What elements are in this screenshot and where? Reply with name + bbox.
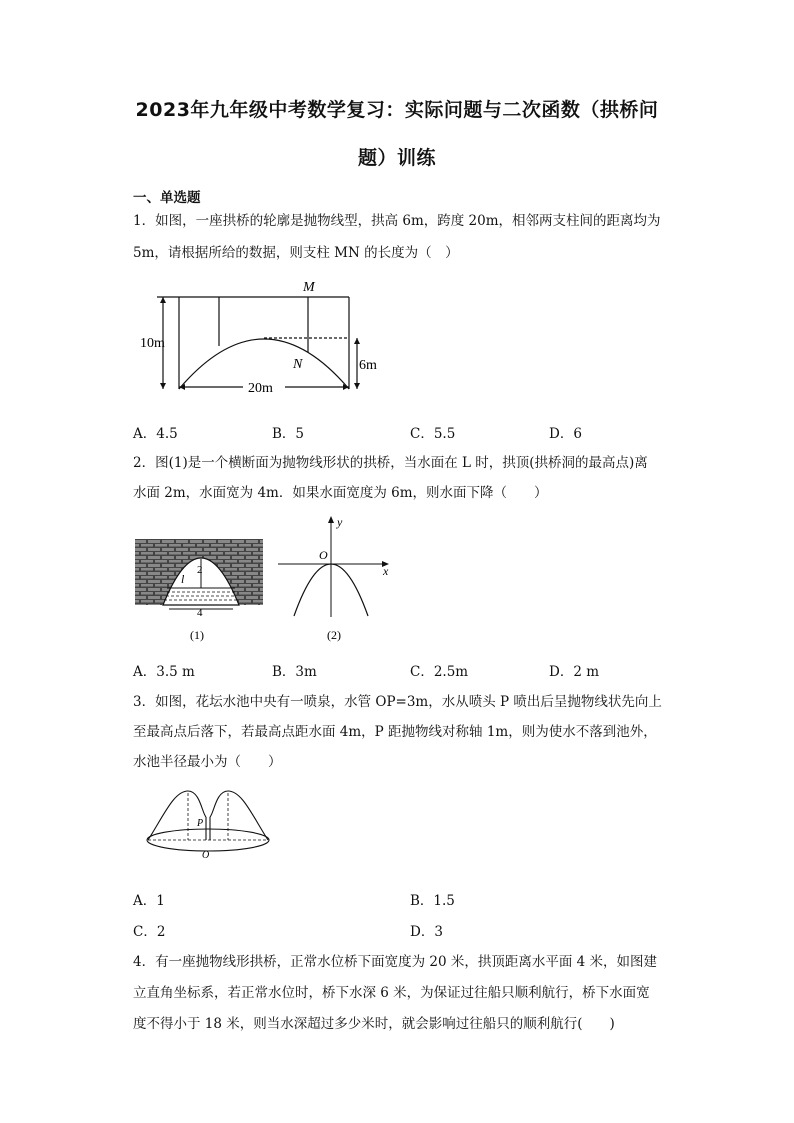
q2-bridge-figure-1 [133, 515, 273, 645]
q3-option-a: A．1 [133, 893, 165, 909]
q1-option-c: C．5.5 [410, 426, 456, 442]
q2-option-a: A．3.5 m [133, 664, 195, 680]
q2-label-l: l [181, 572, 185, 586]
q2-label-4: 4 [197, 607, 203, 619]
section-heading: 一、单选题 [133, 190, 201, 206]
q3-fountain-figure [144, 785, 274, 863]
q3-line-1: 3．如图，花坛水池中央有一喷泉，水管 OP=3m，水从喷头 P 喷出后呈抛物线状先向上 [133, 694, 662, 710]
page-title-line-1: 2023年九年级中考数学复习：实际问题与二次函数（拱桥问 [135, 99, 659, 121]
q1-option-a: A．4.5 [133, 426, 178, 442]
q2-caption-2: (2) [327, 628, 341, 642]
q3-option-b: B．1.5 [410, 893, 455, 909]
q1-label-m: M [303, 280, 315, 295]
q1-option-b: B．5 [272, 426, 305, 442]
q2-axis-y: y [337, 515, 343, 529]
q3-line-2: 至最高点后落下，若最高点距水面 4m，P 距抛物线对称轴 1m，则为使水不落到池外， [133, 724, 657, 740]
q2-option-c: C．2.5m [410, 664, 469, 680]
q2-parabola-figure-2 [276, 512, 396, 645]
q1-arch-figure [135, 276, 395, 402]
q1-label-6m: 6m [359, 358, 377, 373]
q4-line-3: 度不得小于 18 米，则当水深超过多少米时，就会影响过往船只的顺利航行( ) [133, 1016, 615, 1032]
q4-line-1: 4．有一座抛物线形拱桥，正常水位桥下面宽度为 20 米，拱顶距离水平面 4 米，如图建 [133, 954, 658, 970]
page-title-line-2: 题）训练 [357, 147, 436, 169]
q3-option-c: C．2 [133, 924, 166, 940]
q4-line-2: 立直角坐标系，若正常水位时，桥下水深 6 米，为保证过往船只顺利航行，桥下水面宽 [133, 985, 650, 1001]
q2-label-2: 2 [197, 564, 203, 576]
q2-axis-x: x [383, 564, 389, 578]
q1-label-n: N [293, 357, 303, 372]
q2-origin: O [319, 548, 328, 562]
q2-line-2: 水面 2m，水面宽为 4m．如果水面宽度为 6m，则水面下降（ ） [133, 485, 548, 501]
q2-line-1: 2．图(1)是一个横断面为抛物线形状的拱桥，当水面在 L 时，拱顶(拱桥洞的最高点)离 [133, 455, 648, 471]
q2-option-b: B．3m [272, 664, 317, 680]
q1-label-20m: 20m [248, 381, 273, 396]
q1-line-1: 1．如图，一座拱桥的轮廓是抛物线型，拱高 6m，跨度 20m，相邻两支柱间的距离均为 [133, 213, 661, 229]
q1-option-d: D．6 [549, 426, 582, 442]
q2-caption-1: (1) [190, 628, 204, 642]
q1-line-2: 5m，请根据所给的数据，则支柱 MN 的长度为（ ） [133, 245, 459, 261]
q3-label-p: P [197, 818, 204, 829]
q3-line-3: 水池半径最小为（ ） [133, 754, 282, 770]
q2-option-d: D．2 m [549, 664, 600, 680]
q3-label-o: O [202, 850, 210, 861]
q1-label-10m: 10m [140, 336, 165, 351]
q3-option-d: D．3 [410, 924, 443, 940]
